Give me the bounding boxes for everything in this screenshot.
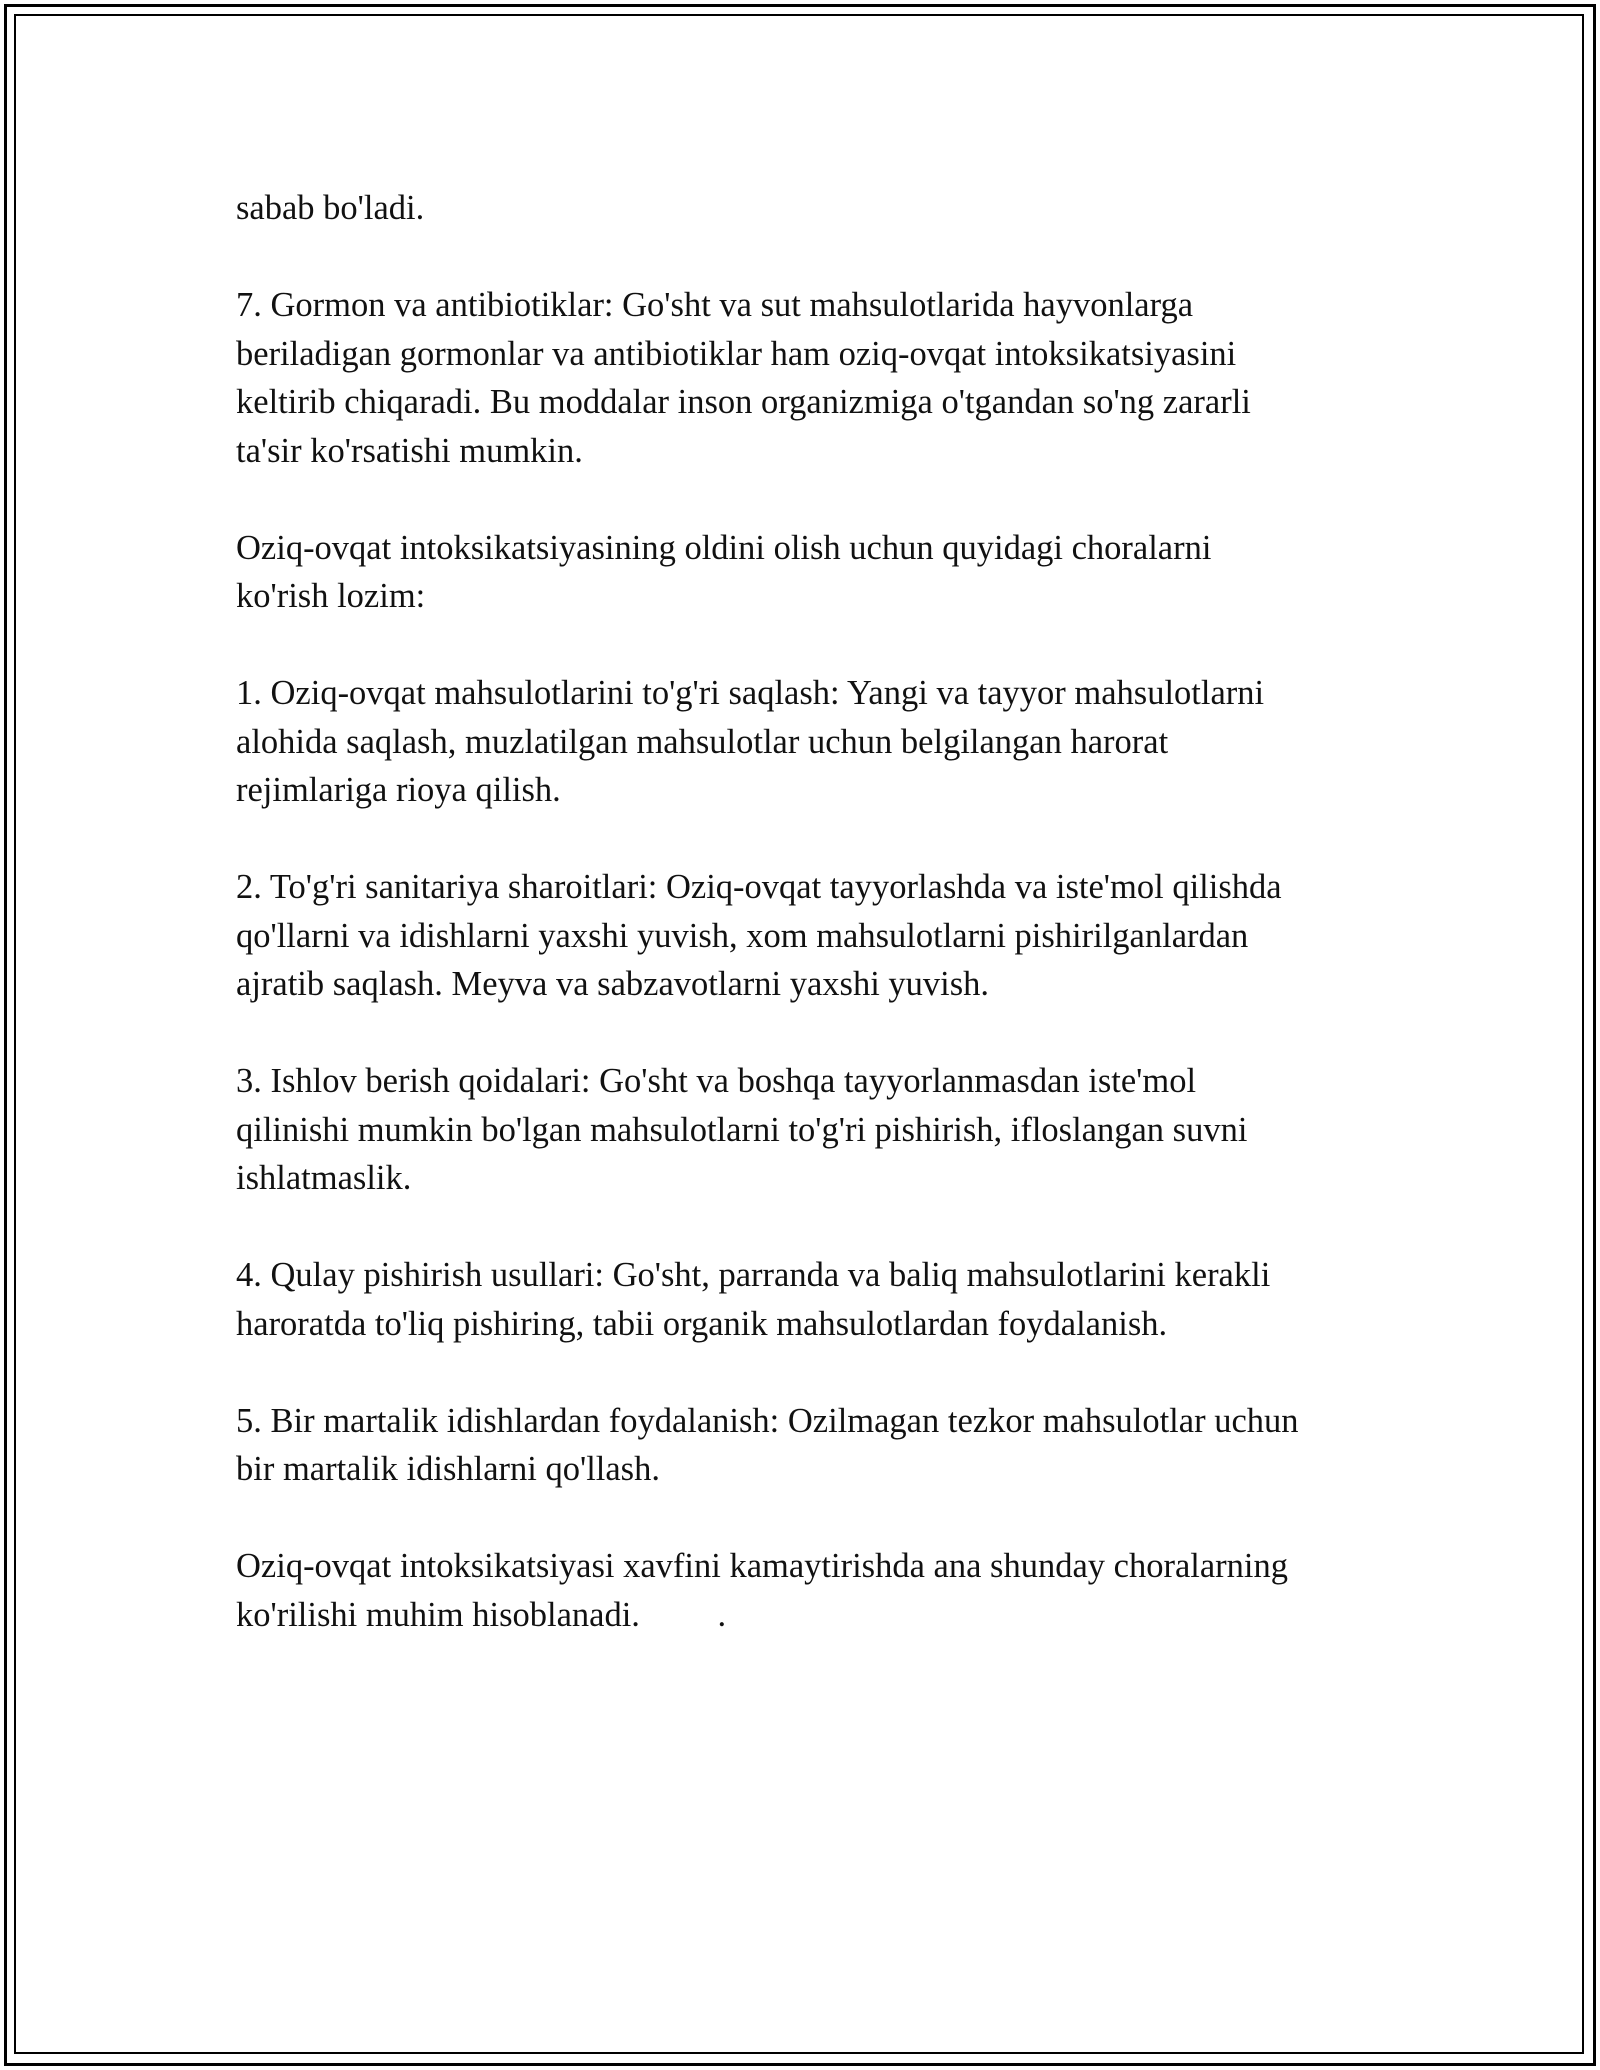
paragraph-conclusion: Oziq-ovqat intoksikatsiyasi xavfini kamaytirishda ana shunday choralarning ko'rilishi muhim hisoblanadi. .	[236, 1547, 1288, 1634]
list-item-processing-rules: 3. Ishlov berish qoidalari: Go'sht va boshqa tayyorlanmasdan iste'mol qilinishi mumkin bo'lgan mahsulotlarni to'g'ri pishirish, ifloslangan suvni ishlatmaslik.	[236, 1062, 1248, 1197]
paragraph-continuation: sabab bo'ladi.	[236, 189, 425, 227]
list-item-disposable-dishes: 5. Bir martalik idishlardan foydalanish: Ozilmagan tezkor mahsulotlar uchun bir martalik idishlarni qo'llash.	[236, 1401, 1299, 1488]
list-item-storage: 1. Oziq-ovqat mahsulotlarini to'g'ri saqlash: Yangi va tayyor mahsulotlarni alohida saqlash, muzlatilgan mahsulotlar uchun belgilangan harorat rejimlariga rioya qilish.	[236, 674, 1265, 809]
paragraph-prevention-intro: Oziq-ovqat intoksikatsiyasining oldini olish uchun quyidagi choralarni ko'rish lozim:	[236, 528, 1212, 615]
list-item-cooking-methods: 4. Qulay pishirish usullari: Go'sht, parranda va baliq mahsulotlarini kerakli haroratda to'liq pishiring, tabii organik mahsulotlardan foydalanish.	[236, 1256, 1271, 1343]
list-item-sanitation: 2. To'g'ri sanitariya sharoitlari: Oziq-ovqat tayyorlashda va iste'mol qilishda qo'llarni va idishlarni yaxshi yuvish, xom mahsulotlarni pishirilganlardan ajratib saqlash. Meyva va sabzavotlarni yaxshi yuvish.	[236, 868, 1282, 1003]
document-body	[236, 184, 1386, 1688]
paragraph-hormones-antibiotics: 7. Gormon va antibiotiklar: Go'sht va sut mahsulotlarida hayvonlarga beriladigan gormonlar va antibiotiklar ham oziq-ovqat intoksikatsiyasini keltirib chiqaradi. Bu moddalar inson organizmiga o'tgandan so'ng zararli ta'sir ko'rsatishi mumkin.	[236, 286, 1251, 470]
